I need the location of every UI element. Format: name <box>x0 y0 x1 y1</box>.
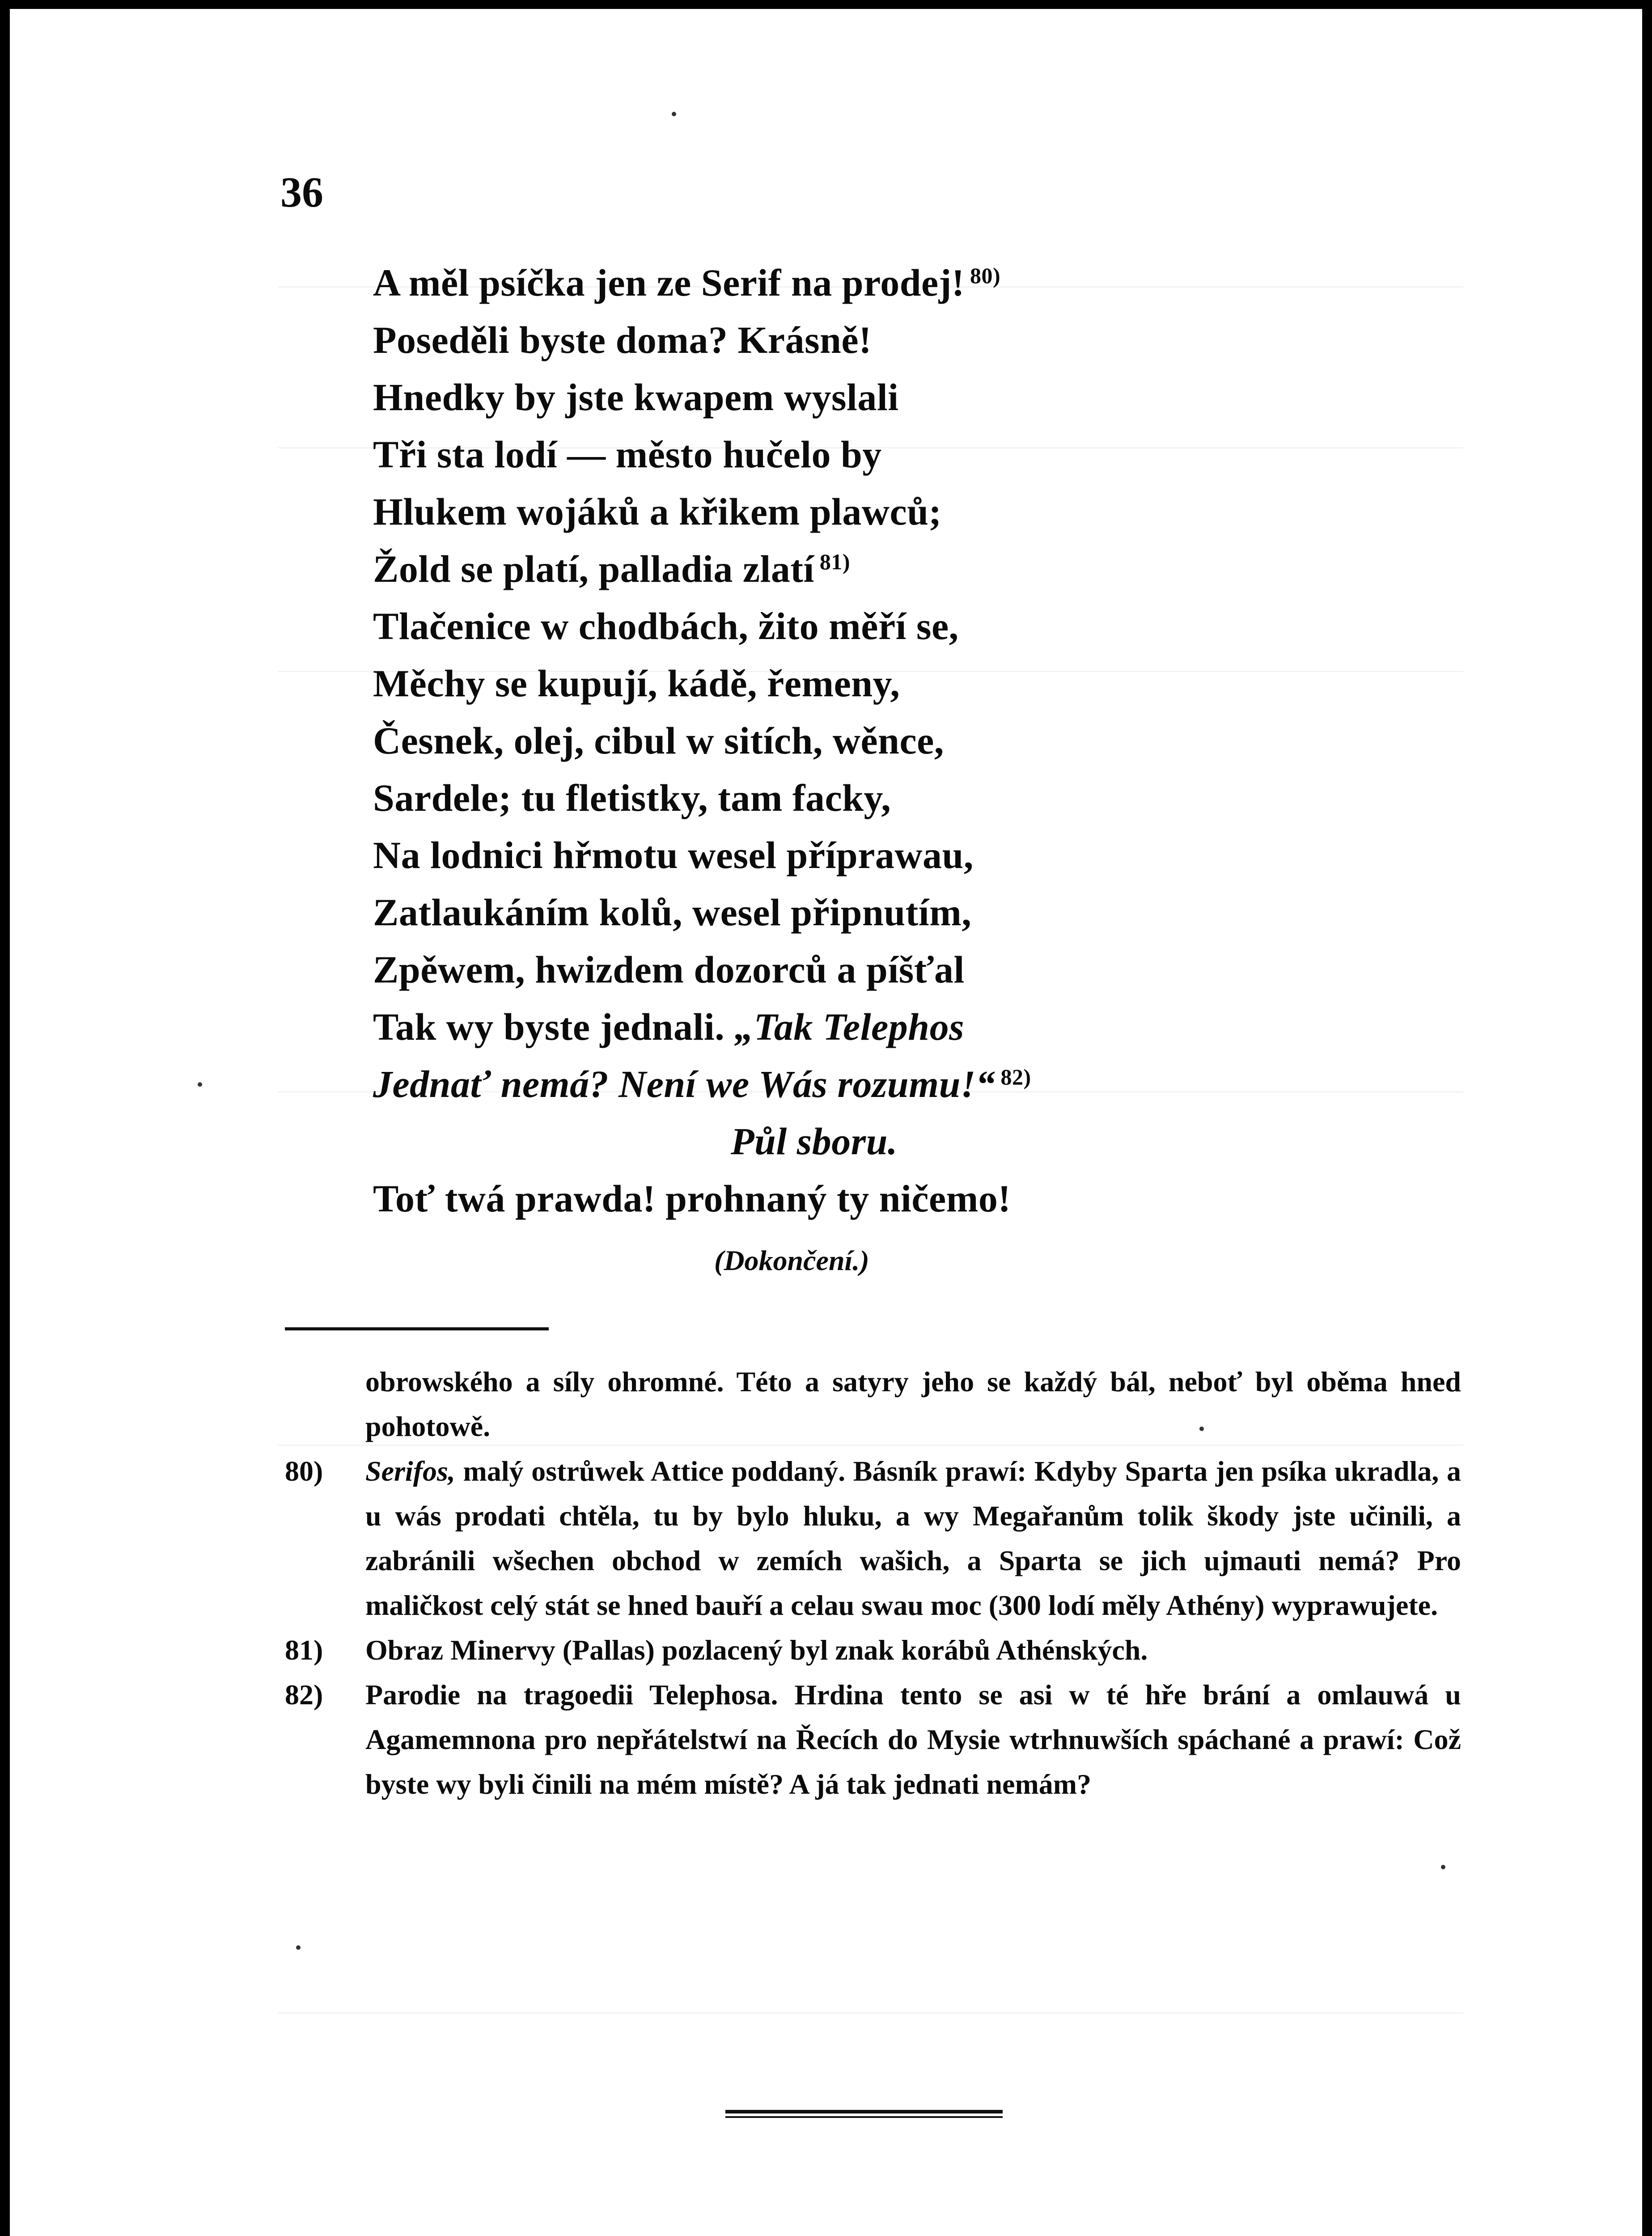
verse-line: Česnek, olej, cibul w sitích, wěnce, <box>373 719 944 762</box>
footnote-ref: 80) <box>970 263 1001 288</box>
speck <box>672 112 676 116</box>
footnote <box>285 1628 1461 1673</box>
page-number: 36 <box>280 168 323 216</box>
verse-line: A měl psíčka jen ze Serif na prodej! $^{80)}$ <box>373 261 1001 304</box>
footnote <box>285 1673 1461 1807</box>
italic-quote: Jednať nemá? Není we Wás rozumu!“ <box>373 1063 995 1105</box>
speaker-heading: Půl sboru. <box>731 1120 898 1163</box>
book-page <box>10 9 1642 2236</box>
verse-line: Toť twá prawda! prohnaný ty ničemo! <box>373 1177 1011 1220</box>
to-be-continued: (Dokončení.) <box>714 1245 869 1276</box>
verse-line: Tak wy byste jednali. „Tak Telephos <box>373 1005 965 1048</box>
verse-line: Sardele; tu fletistky, tam facky, <box>373 776 891 819</box>
verse-line: Tlačenice w chodbách, žito měří se, <box>373 605 959 648</box>
footnote-continuation: obrowského a síly ohromné. Této a satyry jeho se každý bál, neboť byl oběma hned pohotowě. <box>365 1366 1461 1442</box>
verse-line: Hnedky by jste kwapem wyslali <box>373 376 899 419</box>
speck <box>1441 1865 1445 1869</box>
footnote-term: Serifos, <box>365 1455 455 1487</box>
italic-quote: „Tak Telephos <box>734 1005 965 1048</box>
bleed-through-line <box>278 2012 1463 2014</box>
footnote-text: Parodie na tragoedii Telephosa. Hrdina tento se asi w té hře brání a omlauwá u Agamemnona pro nepřátelstwí na Řecích do Mysie wtrhnuwších spáchané a prawí: Což byste wy byli činili na mém místě? A já tak jednati nemám? <box>365 1679 1461 1800</box>
verse-block <box>373 254 1491 1227</box>
verse-line: Tři sta lodí — město hučelo by <box>373 433 882 476</box>
footnotes <box>285 1359 1461 1807</box>
footnote-separator <box>285 1327 549 1330</box>
footnote-number: 82) <box>285 1679 323 1711</box>
footnote <box>285 1449 1461 1628</box>
verse-line: Zatlaukáním kolů, wesel připnutím, <box>373 891 972 934</box>
verse-line: Měchy se kupují, kádě, řemeny, <box>373 662 900 705</box>
verse-line: Zpěwem, hwizdem dozorců a píšťal <box>373 948 965 991</box>
verse-line: Na lodnici hřmotu wesel příprawau, <box>373 834 974 877</box>
verse-line: Žold se platí, palladia zlatí $^{81)}$ <box>373 547 851 590</box>
footnote-ref: 82) <box>1000 1064 1031 1089</box>
footnote-text: Obraz Minervy (Pallas) pozlacený byl znak korábů Athénských. <box>365 1634 1148 1666</box>
end-ornament-rule <box>725 2110 1003 2120</box>
verse-line: Hlukem wojáků a křikem plawců; <box>373 490 942 533</box>
speck <box>198 1082 202 1087</box>
footnote-ref: 81) <box>819 549 851 574</box>
footnote-text: malý ostrůwek Attice poddaný. Básník prawí: Kdyby Sparta jen psíka ukradla, a u wás prodati chtěla, tu by bylo hluku, a wy Megařanům tolik škody jste učinili, a zabránili wšechen obchod w zemích wašich, a Sparta se jich ujmauti nemá? Pro maličkost celý stát se hned bauří a celau swau moc (300 lodí měly Athény) wyprawujete. <box>365 1455 1461 1621</box>
footnote-number: 81) <box>285 1634 323 1666</box>
verse-line <box>373 1055 1491 1113</box>
speck <box>296 1945 301 1950</box>
footnote-number: 80) <box>285 1455 323 1487</box>
verse-line: Poseděli byste doma? Krásně! <box>373 318 872 361</box>
